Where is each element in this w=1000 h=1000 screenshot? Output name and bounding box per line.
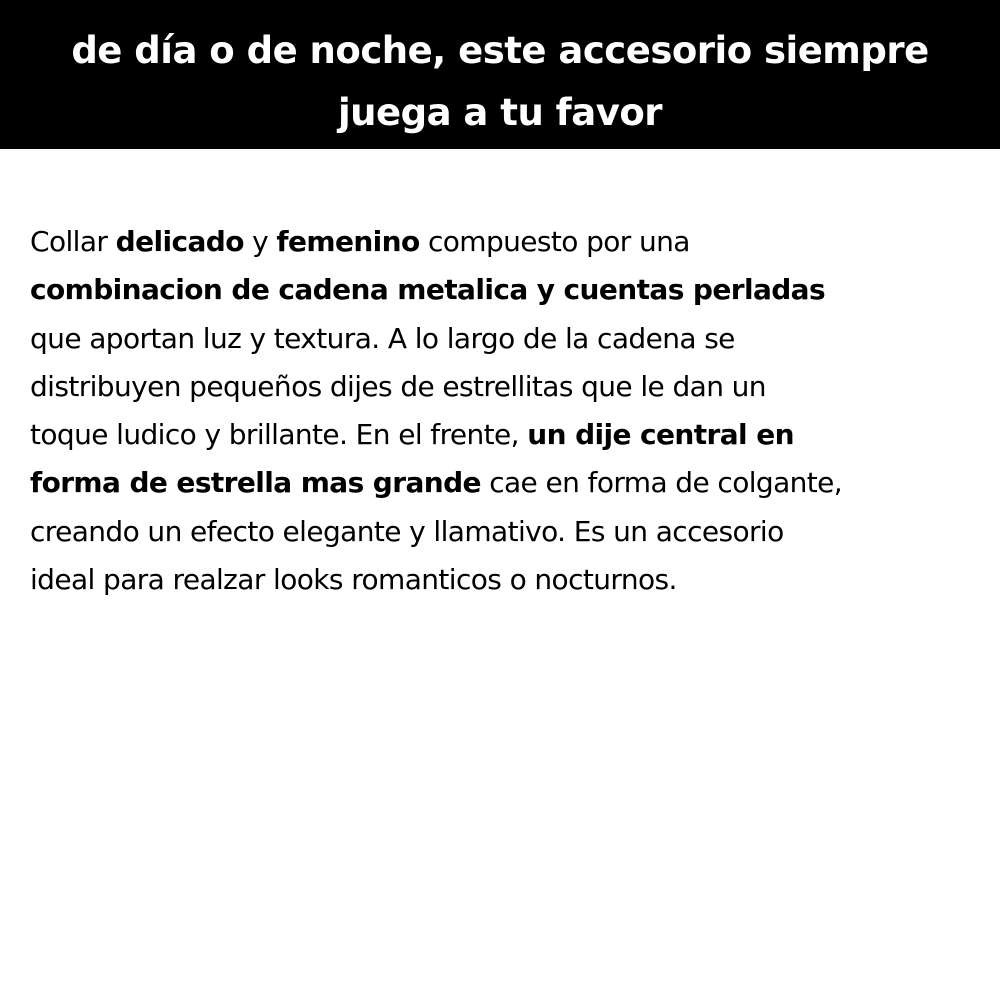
text-segment: que aportan luz y textura. A lo largo de la cadena se [30,321,735,355]
description-line-4 [30,363,970,411]
text-segment: toque ludico y brillante. En el frente, [30,418,528,452]
text-segment: creando un efecto elegante y llamativo. Es un accesorio [30,514,784,548]
headline-text: de día o de noche, este accesorio siempre juega a tu favor [71,29,929,134]
description-line-5 [30,411,970,459]
headline-banner [0,0,1000,149]
description-line-8 [30,556,970,604]
bold-keyword: forma de estrella mas grande [30,466,481,500]
text-segment: compuesto por una [419,225,690,258]
description-line-1 [30,218,970,266]
text-segment: y [243,225,277,258]
bold-keyword: un dije central en [527,418,794,452]
bold-keyword: combinacion de cadena metalica y cuentas perladas [30,273,826,307]
product-description [30,218,970,604]
bold-keyword: femenino [276,225,420,258]
text-segment: distribuyen pequeños dijes de estrellitas que le dan un [30,369,766,403]
text-segment: cae en forma de colgante, [480,466,843,500]
description-line-7 [30,508,970,556]
description-line-3 [30,315,970,363]
description-line-2 [30,266,970,314]
description-line-6 [30,459,970,507]
text-segment: Collar [30,225,116,258]
text-segment: ideal para realzar looks romanticos o nocturnos. [30,563,677,597]
bold-keyword: delicado [115,225,244,258]
